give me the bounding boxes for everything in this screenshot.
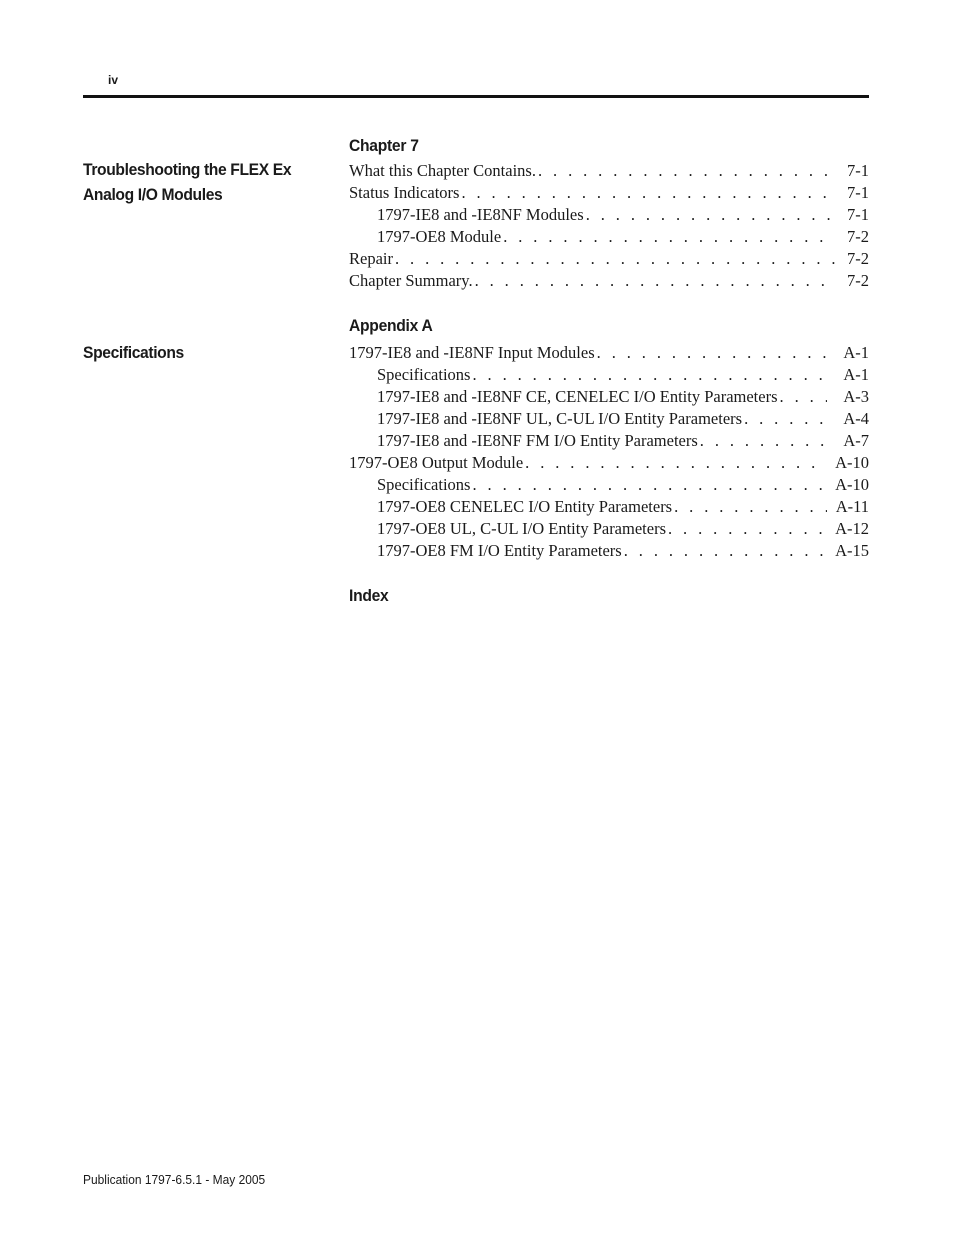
- toc-entry[interactable]: [349, 496, 869, 518]
- toc-leader: [624, 540, 827, 562]
- toc-entry-page: 7-1: [847, 183, 869, 202]
- toc-leader: [461, 182, 835, 204]
- toc-entry[interactable]: [349, 226, 869, 248]
- toc-entry-text: 1797-OE8 UL, C-UL I/O Entity Parameters: [377, 519, 666, 538]
- toc-leader: [586, 204, 835, 226]
- header-rule: [83, 95, 869, 98]
- toc-entry[interactable]: [349, 386, 869, 408]
- toc-leader: [744, 408, 827, 430]
- toc-leader: [538, 160, 835, 182]
- toc-entry[interactable]: [349, 160, 869, 182]
- toc-entry-text: What this Chapter Contains.: [349, 161, 536, 180]
- toc-entry[interactable]: [349, 364, 869, 386]
- toc-entry[interactable]: [349, 204, 869, 226]
- toc-entry-page: A-1: [843, 343, 869, 362]
- toc-leader: [700, 430, 827, 452]
- toc-entry-page: A-4: [843, 409, 869, 428]
- toc-entry-page: A-10: [835, 475, 869, 494]
- toc-entry-text: 1797-OE8 Output Module: [349, 453, 524, 472]
- toc-entry-text: 1797-IE8 and -IE8NF Modules: [377, 205, 584, 224]
- index-heading[interactable]: Index: [349, 586, 389, 605]
- toc-leader: [472, 474, 827, 496]
- toc-leader: [668, 518, 827, 540]
- toc-leader: [395, 248, 835, 270]
- toc-entry-page: A-7: [843, 431, 869, 450]
- toc-entry-page: 7-2: [847, 271, 869, 290]
- toc-entry-page: A-15: [835, 541, 869, 560]
- toc-entry-page: A-1: [843, 365, 869, 384]
- toc-entry-page: A-10: [835, 453, 869, 472]
- toc-leader: [475, 270, 835, 292]
- toc-entry-text: 1797-OE8 CENELEC I/O Entity Parameters: [377, 497, 673, 516]
- toc-entry-text: Repair: [349, 249, 393, 268]
- toc-entry-text: Status Indicators: [349, 183, 460, 202]
- toc-entry[interactable]: [349, 540, 869, 562]
- appendix-a-toc: [349, 342, 869, 562]
- toc-entry[interactable]: [349, 248, 869, 270]
- toc-entry-text: 1797-OE8 Module: [377, 227, 502, 246]
- side-title-line: Troubleshooting the FLEX Ex: [83, 160, 292, 179]
- toc-entry-text: 1797-IE8 and -IE8NF Input Modules: [349, 343, 595, 362]
- toc-entry-text: 1797-IE8 and -IE8NF FM I/O Entity Parameters: [377, 431, 698, 450]
- toc-entry[interactable]: [349, 342, 869, 364]
- appendix-a-heading: Appendix A: [349, 316, 433, 335]
- side-title-troubleshooting: [83, 157, 304, 207]
- toc-entry[interactable]: [349, 518, 869, 540]
- page-number: iv: [108, 73, 119, 87]
- toc-entry[interactable]: [349, 430, 869, 452]
- toc-entry-text: 1797-IE8 and -IE8NF UL, C-UL I/O Entity Parameters: [377, 409, 743, 428]
- toc-entry-text: 1797-IE8 and -IE8NF CE, CENELEC I/O Entity Parameters: [377, 387, 778, 406]
- toc-entry-text: Chapter Summary.: [349, 271, 473, 290]
- toc-entry-page: A-12: [835, 519, 869, 538]
- toc-entry-text: Specifications: [377, 365, 471, 384]
- toc-leader: [503, 226, 835, 248]
- toc-leader: [674, 496, 827, 518]
- chapter-7-toc: [349, 160, 869, 292]
- toc-entry[interactable]: [349, 182, 869, 204]
- toc-leader: [525, 452, 827, 474]
- toc-entry-page: A-11: [835, 497, 869, 516]
- toc-leader: [597, 342, 827, 364]
- side-title-line: Analog I/O Modules: [83, 185, 223, 204]
- toc-entry-page: 7-1: [847, 161, 869, 180]
- toc-entry-page: 7-2: [847, 249, 869, 268]
- toc-leader: [780, 386, 827, 408]
- toc-entry[interactable]: [349, 452, 869, 474]
- toc-entry-text: 1797-OE8 FM I/O Entity Parameters: [377, 541, 622, 560]
- side-title-specifications: [83, 340, 304, 365]
- toc-entry[interactable]: [349, 474, 869, 496]
- toc-leader: [472, 364, 827, 386]
- toc-entry[interactable]: [349, 408, 869, 430]
- toc-entry-text: Specifications: [377, 475, 471, 494]
- toc-entry-page: 7-1: [847, 205, 869, 224]
- toc-entry-page: 7-2: [847, 227, 869, 246]
- footer-publication: Publication 1797-6.5.1 - May 2005: [83, 1172, 266, 1187]
- toc-entry[interactable]: [349, 270, 869, 292]
- chapter-7-heading: Chapter 7: [349, 136, 419, 155]
- side-title-line: Specifications: [83, 343, 184, 362]
- toc-entry-page: A-3: [843, 387, 869, 406]
